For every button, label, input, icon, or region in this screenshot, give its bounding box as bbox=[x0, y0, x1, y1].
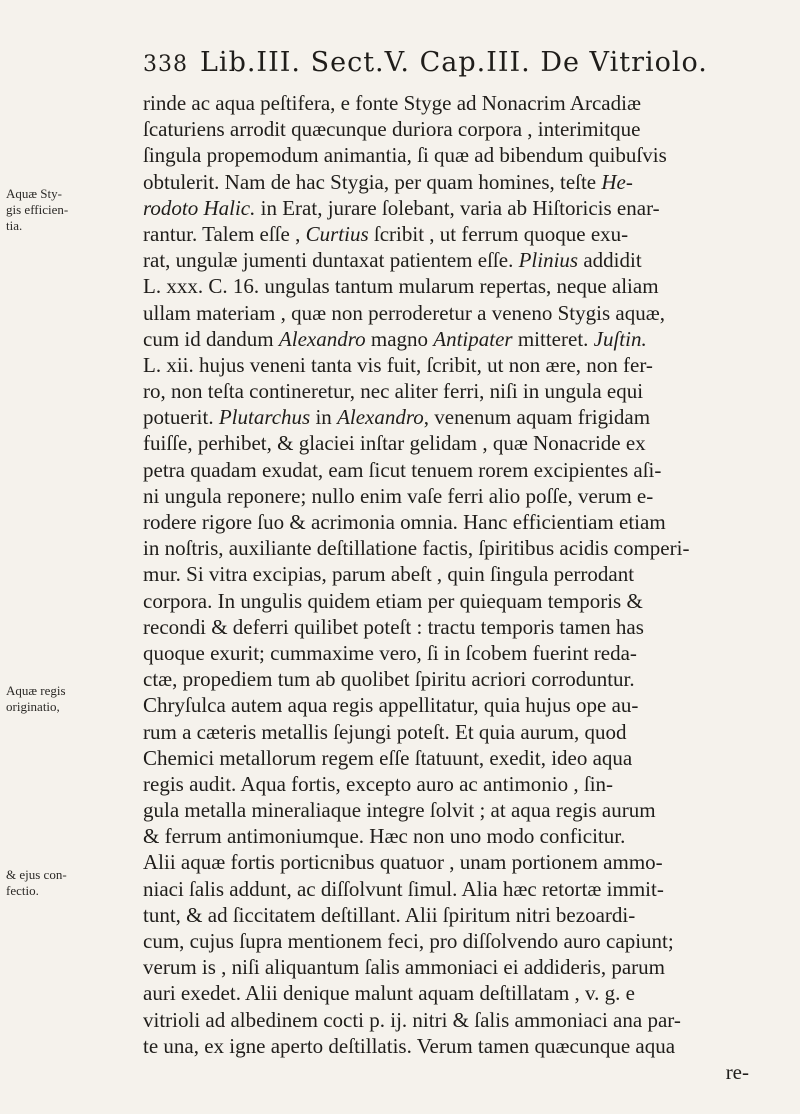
text-line bbox=[143, 1059, 759, 1085]
text-span: rum a cæteris metallis ſejungi poteſt. Et quia aurum, quod bbox=[143, 719, 627, 744]
text-line bbox=[143, 823, 759, 849]
text-line bbox=[143, 902, 759, 928]
italic-name: Juſtin. bbox=[593, 326, 647, 351]
text-line bbox=[143, 692, 759, 718]
italic-name: Alexandro bbox=[337, 405, 424, 430]
text-line bbox=[143, 745, 759, 771]
text-line bbox=[143, 430, 759, 456]
text-span: Alii aquæ fortis porticnibus quatuor , unam portionem ammo- bbox=[143, 850, 663, 875]
italic-name: Plutarchus bbox=[218, 405, 311, 430]
text-span: niaci ſalis addunt, ac diſſolvunt ſimul. Alia hæc retortæ immit- bbox=[143, 876, 664, 901]
text-span: ullam materiam , quæ non perroderetur a veneno Stygis aquæ, bbox=[143, 300, 665, 325]
text-line bbox=[143, 352, 759, 378]
margin-note-stygian-water: Aquæ Sty- gis efficien- tia. bbox=[6, 186, 69, 233]
text-line bbox=[143, 142, 759, 168]
text-span: L. xxx. C. 16. ungulas tantum mularum repertas, neque aliam bbox=[143, 274, 659, 299]
text-span: fuiſſe, perhibet, & glaciei inſtar gelidam , quæ Nonacride ex bbox=[143, 431, 646, 456]
text-line bbox=[143, 1033, 759, 1059]
text-span: tunt, & ad ſiccitatem deſtillant. Alii ſpiritum nitri bezoardi- bbox=[143, 902, 636, 927]
text-span: in Erat, jurare ſolebant, varia ab Hiſtoricis enar- bbox=[255, 195, 660, 220]
text-span: auri exedet. Alii denique malunt aquam deſtillatam , v. g. e bbox=[143, 981, 635, 1006]
text-line bbox=[143, 404, 759, 430]
text-line bbox=[143, 640, 759, 666]
text-span: vitrioli ad albedinem cocti p. ij. nitri & ſalis ammoniaci ana par- bbox=[143, 1007, 681, 1032]
text-line bbox=[143, 457, 759, 483]
running-header bbox=[143, 47, 763, 87]
text-span: rodere rigore ſuo & acrimonia omnia. Hanc efficientiam etiam bbox=[143, 510, 666, 534]
text-span: verum is , niſi aliquantum ſalis ammoniaci ei addideris, parum bbox=[143, 955, 665, 980]
text-line bbox=[143, 509, 759, 535]
body-text bbox=[143, 90, 759, 1085]
text-span: in bbox=[310, 405, 338, 430]
text-span: Chemici metallorum regem eſſe ſtatuunt, exedit, ideo aqua bbox=[143, 745, 633, 770]
text-line bbox=[143, 980, 759, 1006]
text-line bbox=[143, 535, 759, 561]
text-span: & ferrum antimoniumque. Hæc non uno modo conficitur. bbox=[143, 824, 626, 849]
text-line bbox=[143, 666, 759, 692]
text-span: recondi & deferri quilibet poteſt : tractu temporis tamen has bbox=[143, 614, 644, 639]
text-line bbox=[143, 771, 759, 797]
text-span: te una, ex igne aperto deſtillatis. Verum tamen quæcunque aqua bbox=[143, 1033, 676, 1058]
text-span: petra quadam exudat, eam ſicut tenuem rorem excipientes aſi- bbox=[143, 457, 662, 482]
text-span: ctæ, propediem tum ab quolibet ſpiritu acriori corroduntur. bbox=[143, 667, 635, 692]
text-span: corpora. In ungulis quidem etiam per quiequam temporis & bbox=[143, 588, 643, 613]
text-span: in noſtris, auxiliante deſtillatione factis, ſpiritibus acidis comperi- bbox=[143, 536, 690, 561]
text-line bbox=[143, 169, 759, 195]
text-line bbox=[143, 719, 759, 745]
text-span: ni ungula reponere; nullo enim vaſe ferri alio poſſe, verum e- bbox=[143, 483, 654, 508]
text-line bbox=[143, 195, 759, 221]
text-span: rat, ungulæ jumenti duntaxat patientem eſſe. bbox=[143, 248, 519, 273]
text-line bbox=[143, 561, 759, 587]
italic-name: Antipater bbox=[433, 326, 513, 351]
text-span: , venenum aquam frigidam bbox=[423, 405, 651, 430]
text-span: addidit bbox=[578, 248, 642, 273]
text-line bbox=[143, 614, 759, 640]
text-span: ro, non teſta contineretur, nec aliter ferri, niſi in ungula equi bbox=[143, 379, 644, 404]
text-line bbox=[143, 1007, 759, 1033]
text-span: potuerit. bbox=[143, 405, 219, 430]
text-span: rantur. Talem eſſe , bbox=[143, 221, 306, 246]
italic-name: rodoto Halic. bbox=[143, 195, 256, 220]
italic-name: Plinius bbox=[518, 248, 579, 273]
text-span: re- bbox=[725, 1059, 749, 1084]
page-number: 338 bbox=[143, 52, 188, 77]
text-line bbox=[143, 326, 759, 352]
text-line bbox=[143, 928, 759, 954]
text-span: quoque exurit; cummaxime vero, ſi in ſcobem fuerint reda- bbox=[143, 640, 637, 665]
text-line bbox=[143, 273, 759, 299]
running-title: Lib.III. Sect.V. Cap.III. De Vitriolo. bbox=[200, 47, 708, 78]
text-line bbox=[143, 300, 759, 326]
text-span: mitteret. bbox=[512, 326, 594, 351]
text-line bbox=[143, 90, 759, 116]
italic-name: He- bbox=[601, 169, 633, 194]
text-line bbox=[143, 221, 759, 247]
italic-name: Curtius bbox=[305, 221, 369, 246]
text-span: cum, cujus ſupra mentionem feci, pro diſſolvendo auro capiunt; bbox=[143, 929, 674, 953]
margin-note-aqua-regia-origin: Aquæ regis originatio, bbox=[6, 683, 66, 714]
margin-note-preparation: & ejus con- fectio. bbox=[6, 867, 67, 898]
text-span: L. xii. hujus veneni tanta vis fuit, ſcribit, ut non ære, non fer- bbox=[143, 352, 653, 377]
text-span: ſcribit , ut ferrum quoque exu- bbox=[368, 221, 629, 246]
text-span: mur. Si vitra excipias, parum abeſt , quin ſingula perrodant bbox=[143, 562, 635, 587]
text-line bbox=[143, 247, 759, 273]
text-line bbox=[143, 588, 759, 614]
text-span: gula metalla mineraliaque integre ſolvit ; at aqua regis aurum bbox=[143, 798, 656, 823]
text-line bbox=[143, 797, 759, 823]
text-line bbox=[143, 849, 759, 875]
text-span: rinde ac aqua peſtifera, e fonte Styge ad Nonacrim Arcadiæ bbox=[143, 91, 641, 115]
text-span: magno bbox=[365, 326, 434, 351]
text-line bbox=[143, 116, 759, 142]
text-span: obtulerit. Nam de hac Stygia, per quam homines, teſte bbox=[143, 169, 602, 194]
text-span: Chryſulca autem aqua regis appellitatur, quia hujus ope au- bbox=[143, 693, 639, 718]
text-line bbox=[143, 954, 759, 980]
text-line bbox=[143, 483, 759, 509]
text-span: ſingula propemodum animantia, ſi quæ ad bibendum quibuſvis bbox=[143, 143, 667, 168]
italic-name: Alexandro bbox=[278, 326, 366, 351]
text-line bbox=[143, 876, 759, 902]
text-span: ſcaturiens arrodit quæcunque duriora corpora , interimitque bbox=[143, 117, 641, 142]
text-span: cum id dandum bbox=[143, 326, 279, 351]
text-line bbox=[143, 378, 759, 404]
text-span: regis audit. Aqua fortis, excepto auro ac antimonio , ſin- bbox=[143, 771, 614, 796]
